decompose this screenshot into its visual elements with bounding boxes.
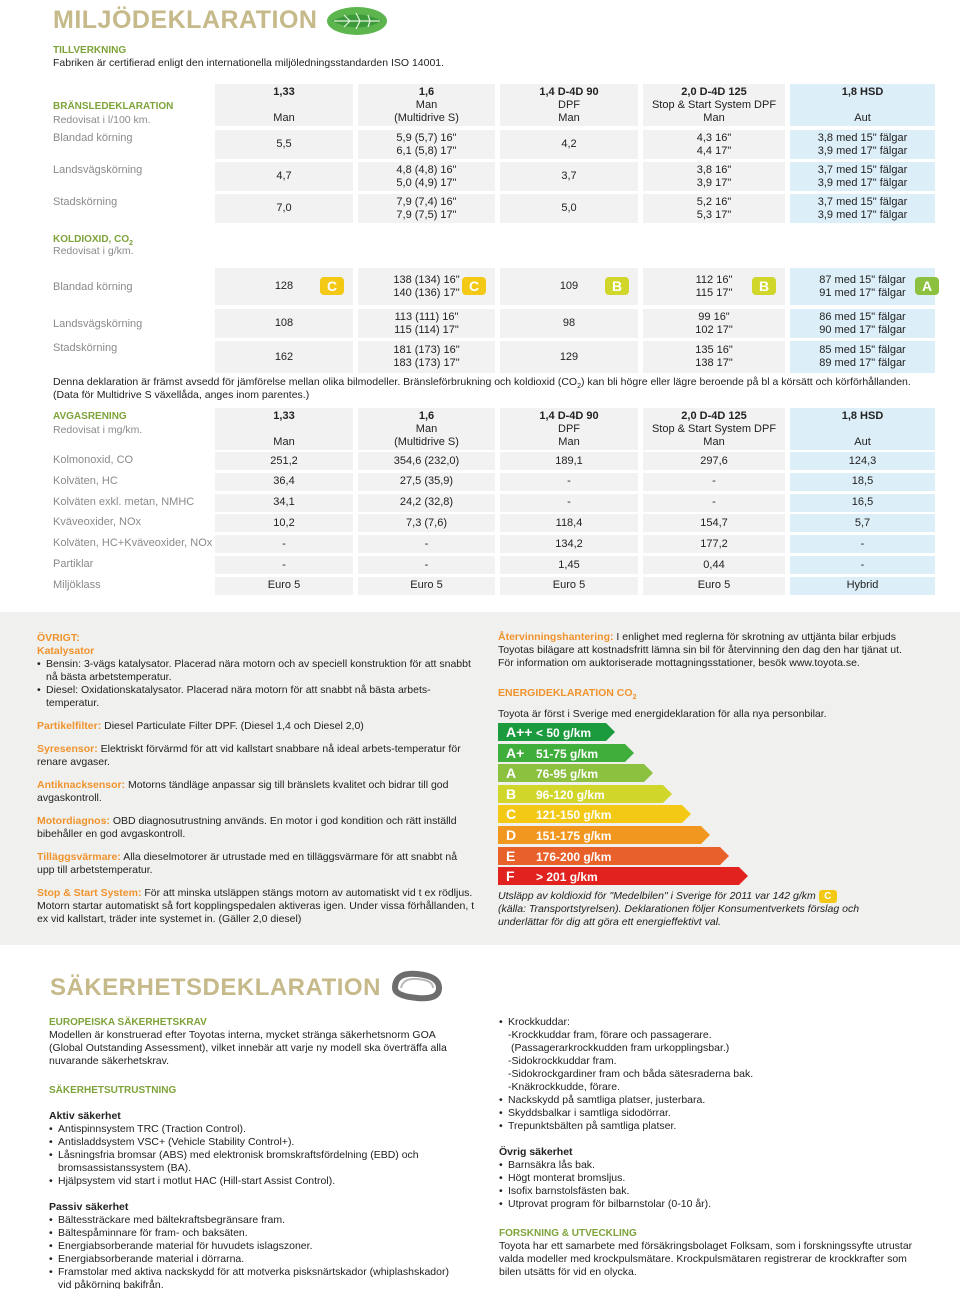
emission-cell: 177,2 xyxy=(643,535,785,553)
other-safety-item: • Utprovat program för bilbarnstolar (0-10 år). xyxy=(499,1198,929,1211)
airbag-item: -Sidokrockgardiner fram och båda sätesraderna bak. xyxy=(508,1068,754,1080)
other-left-column xyxy=(37,632,477,926)
energy-class-bar: C 121-150 g/km xyxy=(498,805,682,823)
passive-safety-item: • Bältespåminnare för fram- och baksäten. xyxy=(49,1227,449,1240)
emission-cell: 10,2 xyxy=(215,514,353,532)
fuel-cell: 4,2 xyxy=(500,130,638,159)
co2-cell: 112 16" 115 17" xyxy=(643,268,785,305)
fuel-cell: 4,8 (4,8) 16" 5,0 (4,9) 17" xyxy=(358,162,495,191)
other-right-column xyxy=(498,631,918,721)
env-title: MILJÖDEKLARATION xyxy=(53,6,318,34)
emission-row-label: Miljöklass xyxy=(53,578,101,591)
emissions-heading: AVGASRENING xyxy=(53,411,127,422)
emission-row-label: Partiklar xyxy=(53,558,94,570)
co2-cell: 129 xyxy=(500,341,638,373)
fuel-cell: 5,9 (5,7) 16" 6,1 (5,8) 17" xyxy=(358,130,495,159)
emission-cell: - xyxy=(215,556,353,574)
co2-subheading: Redovisat i g/km. xyxy=(53,245,134,257)
safety-left-column xyxy=(49,1016,449,1289)
energy-class-bar: F > 201 g/km xyxy=(498,867,739,885)
emission-cell: 16,5 xyxy=(790,494,935,512)
co2-class-badge: A xyxy=(915,277,939,295)
leaf-car-icon xyxy=(326,4,388,38)
energy-note-badge: C xyxy=(819,890,837,903)
active-safety-item: • Hjälpsystem vid start i motlut HAC (Hill-start Assist Control). xyxy=(49,1175,449,1188)
co2-row-label: Blandad körning xyxy=(53,280,133,293)
airbag-item: • Krockkuddar: xyxy=(499,1016,929,1029)
fuel-cell: 7,0 xyxy=(215,194,353,223)
active-safety-item: • Låsningsfria bromsar (ABS) med elektronisk bromskraftsfördelning (EBD) och bromsassistanssystem (BA). xyxy=(49,1149,449,1175)
co2-cell: 85 med 15" fälgar 89 med 17" fälgar xyxy=(790,341,935,373)
fuel-heading: BRÄNSLEDEKLARATION xyxy=(53,101,174,112)
co2-cell: 109 xyxy=(500,268,638,305)
fuel-cell: 5,0 xyxy=(500,194,638,223)
emission-cell: 134,2 xyxy=(500,535,638,553)
emission-row-label: Kolväten exkl. metan, NMHC xyxy=(53,495,195,508)
co2-class-badge: C xyxy=(462,277,486,295)
emission-cell: - xyxy=(790,556,935,574)
recycling-text: Återvinningshantering: I enlighet med reglerna för skrotning av uttjänta bilar erbjuds Toyotas bilägare att kostnadsfritt lämna sin bil för återvinning den dag den har tjänat ut. För information om auktoriserade mottagningsstationer, besök www.toyota.se. xyxy=(498,631,902,669)
active-safety-item: • Antispinnsystem TRC (Traction Control). xyxy=(49,1123,449,1136)
engine-header: 1,33 Man xyxy=(215,408,353,450)
airbag-list xyxy=(499,1016,929,1133)
emission-cell: - xyxy=(500,473,638,491)
co2-cell: 135 16" 138 17" xyxy=(643,341,785,373)
passive-safety-item: • Framstolar med aktiva nackskydd för att motverka pisksnärtskador (whiplashskador) vid påkörning bakifrån. xyxy=(49,1266,449,1289)
co2-row-label: Landsvägskörning xyxy=(53,317,143,330)
catalyst-list xyxy=(37,658,477,710)
energy-heading: ENERGIDEKLARATION $CO_2$ xyxy=(498,687,637,702)
emission-cell: - xyxy=(643,473,785,491)
emission-cell: 354,6 (232,0) xyxy=(358,452,495,470)
engine-header: 2,0 D-4D 125 Stop & Start System DPF Man xyxy=(643,408,785,450)
engine-header: 1,4 D-4D 90 DPF Man xyxy=(500,408,638,450)
active-list xyxy=(49,1123,449,1188)
engine-header: 2,0 D-4D 125 Stop & Start System DPF Man xyxy=(643,84,785,126)
airbag-item: -Krockkuddar fram, förare och passagerare. xyxy=(508,1029,712,1041)
catalyst-item: • Diesel: Oxidationskatalysator. Placerad nära motorn för att snabbt nå bästa arbets-temperatur. xyxy=(37,684,477,710)
emission-cell: - xyxy=(358,556,495,574)
other-safety-item: • Isofix barnstolsfästen bak. xyxy=(499,1185,929,1198)
co2-cell: 99 16" 102 17" xyxy=(643,309,785,338)
other-safety-item: • Barnsäkra lås bak. xyxy=(499,1159,929,1172)
emission-cell: 118,4 xyxy=(500,514,638,532)
co2-class-badge: C xyxy=(320,277,344,295)
fuel-cell: 4,7 xyxy=(215,162,353,191)
emission-row-label: Kolmonoxid, CO xyxy=(53,454,134,466)
passive-heading: Passiv säkerhet xyxy=(49,1201,129,1213)
fuel-row-label: Landsvägskörning xyxy=(53,164,143,176)
emission-row-label: Kolväten, HC xyxy=(53,474,118,487)
other-safety-heading: Övrig säkerhet xyxy=(499,1146,573,1158)
engine-header: 1,8 HSD Aut xyxy=(790,84,935,126)
passive-safety-item: • Energiabsorberande material i dörrarna. xyxy=(49,1253,449,1266)
emission-cell: 34,1 xyxy=(215,494,353,512)
emission-row-label: Kolväten, HC+Kväveoxider, NOx xyxy=(53,537,213,550)
emission-cell: 251,2 xyxy=(215,452,353,470)
fuel-row-label: Stadskörning xyxy=(53,196,118,208)
manufacturing-heading: TILLVERKNING xyxy=(53,45,127,56)
emission-cell: 124,3 xyxy=(790,452,935,470)
emission-cell: 7,3 (7,6) xyxy=(358,514,495,532)
emission-cell: - xyxy=(215,535,353,553)
emission-cell: 18,5 xyxy=(790,473,935,491)
passive-safety-item: • Bältessträckare med bältekraftsbegränsare fram. xyxy=(49,1214,449,1227)
fuel-subheading: Redovisat i l/100 km. xyxy=(53,114,151,126)
co2-cell: 86 med 15" fälgar 90 med 17" fälgar xyxy=(790,309,935,338)
co2-cell: 162 xyxy=(215,341,353,373)
research-heading: FORSKNING & UTVECKLING xyxy=(499,1228,637,1239)
emission-cell: 1,45 xyxy=(500,556,638,574)
emission-cell: - xyxy=(358,535,495,553)
fuel-cell: 3,7 med 15" fälgar 3,9 med 17" fälgar xyxy=(790,162,935,191)
emission-cell: - xyxy=(500,494,638,512)
safety-title: SÄKERHETSDEKLARATION xyxy=(50,974,381,1001)
emission-cell: 0,44 xyxy=(643,556,785,574)
other-paragraph: Syresensor: Elektriskt förvärmd för att vid kallstart snabbare nå ideal arbets-temperatur för renare avgaser. xyxy=(37,743,461,768)
emission-cell: 154,7 xyxy=(643,514,785,532)
other-paragraph: Antiknacksensor: Motorns tändläge anpassar sig till bränslets kvalitet och bidrar till god avgaskontroll. xyxy=(37,779,449,804)
engine-header: 1,4 D-4D 90 DPF Man xyxy=(500,84,638,126)
emissions-subheading: Redovisat i mg/km. xyxy=(53,424,143,436)
co2-cell: 87 med 15" fälgar 91 med 17" fälgar xyxy=(790,268,935,305)
airbag-item: -Sidokrockkuddar fram. xyxy=(508,1055,617,1067)
active-safety-item: • Antisladdsystem VSC+ (Vehicle Stability Control+). xyxy=(49,1136,449,1149)
airbag-item: • Skyddsbalkar i samtliga sidodörrar. xyxy=(499,1107,929,1120)
emission-cell: - xyxy=(643,494,785,512)
energy-class-bar: A++ < 50 g/km xyxy=(498,723,606,741)
co2-cell: 98 xyxy=(500,309,638,338)
catalyst-heading: Katalysator xyxy=(37,645,95,657)
airbag-item: • Nackskydd på samtliga platser, justerbara. xyxy=(499,1094,929,1107)
catalyst-item: • Bensin: 3-vägs katalysator. Placerad nära motorn och av speciell konstruktion för att snabbt nå bästa arbetstemperatur. xyxy=(37,658,477,684)
emission-cell: Euro 5 xyxy=(643,577,785,595)
active-heading: Aktiv säkerhet xyxy=(49,1110,121,1122)
emission-row-label: Kväveoxider, NOx xyxy=(53,516,142,529)
airbag-item: -Knäkrockkudde, förare. xyxy=(508,1081,621,1093)
engine-header: 1,6 Man (Multidrive S) xyxy=(358,408,495,450)
emission-cell: Hybrid xyxy=(790,577,935,595)
seatbelt-buckle-icon xyxy=(387,966,447,1006)
emission-cell: 24,2 (32,8) xyxy=(358,494,495,512)
airbag-item: (Passagerarkrockkudden fram urkopplingsbar.) xyxy=(511,1042,730,1054)
co2-class-badge: B xyxy=(605,277,629,295)
other-safety-list xyxy=(499,1159,929,1211)
emission-cell: 36,4 xyxy=(215,473,353,491)
equipment-heading: SÄKERHETSUTRUSTNING xyxy=(49,1085,177,1096)
other-safety-item: • Högt monterat bromsljus. xyxy=(499,1172,929,1185)
co2-cell: 138 (134) 16" 140 (136) 17" xyxy=(358,268,495,305)
engine-header: 1,8 HSD Aut xyxy=(790,408,935,450)
emission-cell: - xyxy=(790,535,935,553)
co2-heading: KOLDIOXID, $CO_2$ xyxy=(53,234,134,247)
fuel-cell: 4,3 16" 4,4 17" xyxy=(643,130,785,159)
co2-row-label: Stadskörning xyxy=(53,342,118,354)
euro-text: Modellen är konstruerad efter Toyotas interna, mycket stränga säkerhetsnorm GOA (Global Outstanding Assessment), vilket innebär att varje ny modell ska överträffa alla nuvarande säkerhetskrav. xyxy=(49,1029,447,1067)
safety-right-column xyxy=(499,1016,929,1279)
fuel-row-label: Blandad körning xyxy=(53,132,133,144)
emission-cell: 5,7 xyxy=(790,514,935,532)
note-multidrive: (Data för Multidrive S växellåda, anges inom parentes.) xyxy=(53,389,310,401)
passive-list xyxy=(49,1214,449,1289)
fuel-cell: 3,8 med 15" fälgar 3,9 med 17" fälgar xyxy=(790,130,935,159)
manufacturing-text: Fabriken är certifierad enligt den internationella miljöledningsstandarden ISO 14001. xyxy=(53,57,445,69)
engine-header: 1,6 Man (Multidrive S) xyxy=(358,84,495,126)
airbag-item: • Trepunktsbälten på samtliga platser. xyxy=(499,1120,929,1133)
energy-class-bar: E 176-200 g/km xyxy=(498,847,720,865)
other-paragraph: Tilläggsvärmare: Alla dieselmotorer är utrustade med en tilläggsvärmare för att snabbt nå upp till arbetstemperatur. xyxy=(37,851,458,876)
energy-class-bar: D 151-175 g/km xyxy=(498,826,701,844)
emission-cell: Euro 5 xyxy=(500,577,638,595)
fuel-cell: 3,8 16" 3,9 17" xyxy=(643,162,785,191)
co2-class-badge: B xyxy=(752,277,776,295)
other-paragraph: Partikelfilter: Diesel Particulate Filter DPF. (Diesel 1,4 och Diesel 2,0) xyxy=(37,720,364,732)
co2-cell: 181 (173) 16" 183 (173) 17" xyxy=(358,341,495,373)
research-text: Toyota har ett samarbete med försäkringsbolaget Folksam, som i forskningssyfte utrustar valda modeller med krockpulsmätare. Krockpulsmätaren registrerar de krockkrafter som bilen utsätts för vid en olycka. xyxy=(499,1240,913,1278)
emission-cell: 27,5 (35,9) xyxy=(358,473,495,491)
emission-cell: 189,1 xyxy=(500,452,638,470)
energy-note: Utsläpp av koldioxid för "Medelbilen" i Sverige för 2011 var 142 g/km C (källa: Transportstyrelsen). Deklarationen följer Konsumentverkets förslag och underlättar för dig att göra ett energieffektivt val. xyxy=(498,890,860,928)
co2-cell: 108 xyxy=(215,309,353,338)
emission-cell: 297,6 xyxy=(643,452,785,470)
fuel-cell: 3,7 med 15" fälgar 3,9 med 17" fälgar xyxy=(790,194,935,223)
engine-header: 1,33 Man xyxy=(215,84,353,126)
emission-cell: Euro 5 xyxy=(215,577,353,595)
note-text: Denna deklaration är främst avsedd för jämförelse mellan olika bilmodeller. Bränsleförbrukning och koldioxid $(CO_2)$ kan bli högre eller lägre beroende på bl a körsätt och körförhållanden. xyxy=(53,376,911,391)
emission-cell: Euro 5 xyxy=(358,577,495,595)
fuel-cell: 5,2 16" 5,3 17" xyxy=(643,194,785,223)
euro-heading: EUROPEISKA SÄKERHETSKRAV xyxy=(49,1017,207,1028)
other-paragraph: Motordiagnos: OBD diagnosutrustning används. En motor i god kondition och rätt inställd bibehåller en god avgaskontroll. xyxy=(37,815,457,840)
energy-class-bar: A 76-95 g/km xyxy=(498,764,644,782)
fuel-cell: 5,5 xyxy=(215,130,353,159)
fuel-cell: 7,9 (7,4) 16" 7,9 (7,5) 17" xyxy=(358,194,495,223)
energy-class-bar: B 96-120 g/km xyxy=(498,785,663,803)
energy-class-bar: A+ 51-75 g/km xyxy=(498,744,625,762)
passive-safety-item: • Energiabsorberande material för huvudets islagszoner. xyxy=(49,1240,449,1253)
co2-cell: 113 (111) 16" 115 (114) 17" xyxy=(358,309,495,338)
energy-text: Toyota är först i Sverige med energideklaration för alla nya personbilar. xyxy=(498,708,827,721)
co2-cell: 128 xyxy=(215,268,353,305)
fuel-cell: 3,7 xyxy=(500,162,638,191)
other-paragraph: Stop & Start System: För att minska utsläppen stängs motorn av automatiskt vid t ex rödljus. Motorn startar automatiskt så fort kopplingspedalen aktiveras igen. Under vissa förhållanden, t ex vid kallstart, träder inte systemet in. (Gäller 2,0 diesel) xyxy=(37,887,475,925)
other-heading: ÖVRIGT: xyxy=(37,632,80,644)
